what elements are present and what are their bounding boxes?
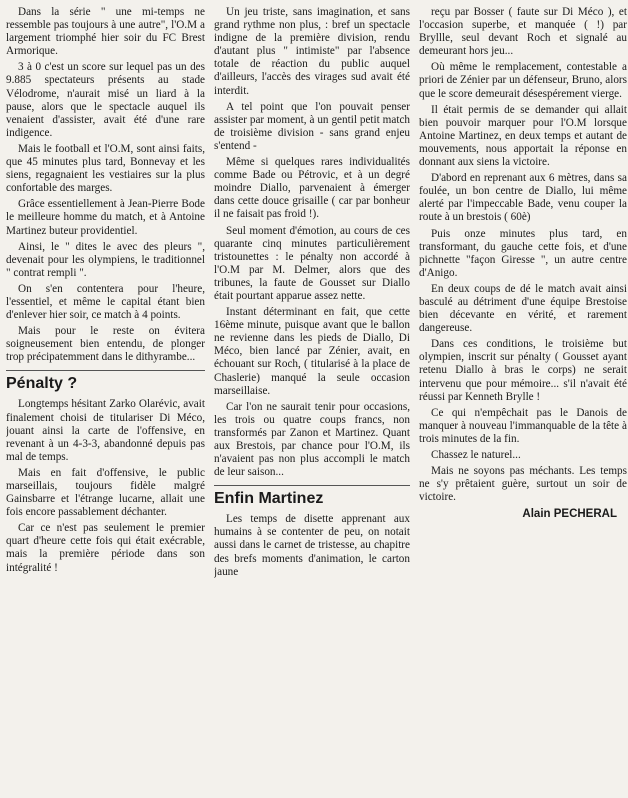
column-2	[214, 6, 410, 794]
paragraph: Les temps de disette apprenant aux humains à se contenter de peu, on notait aussi dans le carnet de tristesse, au chapitre des brefs moments d'animation, le carton jaune	[214, 513, 410, 578]
column-1	[6, 6, 205, 794]
column-3	[419, 6, 627, 794]
paragraph: D'abord en reprenant aux 6 mètres, dans sa foulée, un bon centre de Diallo, lui même alerté par l'impeccable Bade, venu couper la route à un brestois ( 60è)	[419, 172, 627, 224]
paragraph: Longtemps hésitant Zarko Olarévic, avait finalement choisi de titulariser Di Méco, jouant ainsi la carte de l'offensive, en revenant à un 4-3-3, abandonné depuis pas mal de temps.	[6, 398, 205, 463]
article-columns	[6, 6, 627, 794]
author-signature: Alain PECHERAL	[522, 508, 617, 521]
paragraph: A tel point que l'on pouvait penser assister par moment, à un gentil petit match de troisième division - sans grand enjeu s'entend -	[214, 100, 410, 152]
paragraph: 3 à 0 c'est un score sur lequel pas un des 9.885 spectateurs présents au stade Vélodrome, n'aurait misé un liard à la pause, alors que le spectacle auquel ils venaient d'assister, avait été d'une rare indigence.	[6, 61, 205, 139]
paragraph: Grâce essentiellement à Jean-Pierre Bode le meilleure homme du match, et à Antoine Martinez buteur providentiel.	[6, 198, 205, 237]
paragraph: Mais le football et l'O.M, sont ainsi faits, que 45 minutes plus tard, Bonnevay et les siens, regagnaient les vestiaires sur la plus confortable des marges.	[6, 142, 205, 195]
paragraph: Ce qui n'empêchait pas le Danois de manquer à nouveau l'immanquable de la tête à trois minutes de la fin.	[419, 406, 627, 445]
paragraph: Seul moment d'émotion, au cours de ces quarante cinq minutes particulièrement tristounettes : le pénalty non accordé à l'O.M par M. Delmer, alors que des tribunes, la faute de Gousset sur Diallo était pourtant apparue assez nette.	[214, 224, 410, 302]
paragraph: Chassez le naturel...	[431, 449, 521, 461]
paragraph: Mais en fait d'offensive, le public marseillais, toujours fidèle malgré Gainsbarre et l'étrange lucarne, allait une fois encore passablement déchanter.	[6, 466, 205, 519]
paragraph: Même si quelques rares individualités comme Bade ou Pétrovic, et à un degré moindre Diallo, parvenaient à émerger dans cette douce grisaille ( car par bonheur il ne faisait pas froid !).	[214, 156, 410, 221]
paragraph: En deux coups de dé le match avait ainsi basculé au détriment d'une équipe Brestoise bien décevante en vérité, et rarement dangereuse.	[419, 282, 627, 335]
paragraph: reçu par Bosser ( faute sur Di Méco ), et l'occasion superbe, et manquée ( !) par Bryllle, seul devant Roch et signalé au demeurant hors jeu...	[419, 6, 627, 58]
paragraph: Car ce n'est pas seulement le premier quart d'heure cette fois qui était exécrable, mais la première période dans son intégralité !	[6, 522, 205, 574]
paragraph: Ainsi, le " dites le avec des pleurs ", devenait pour les olympiens, le traditionnel " contrat rempli ".	[6, 240, 205, 279]
paragraph: Un jeu triste, sans imagination, et sans grand rythme non plus, : bref un spectacle indigne de la première division, rendu d'autant plus " intimiste" par l'absence totale de réaction du public auquel d'ailleurs, l'accès des virages sud avait été interdit.	[214, 6, 410, 97]
subheading-penalty: Pénalty ?	[6, 370, 205, 393]
paragraph: Dans la série " une mi-temps ne ressemble pas toujours à une autre", l'O.M a largement triomphé hier soir du FC Brest Armorique.	[6, 6, 205, 58]
paragraph: Mais pour le reste on évitera soigneusement bien entendu, de plonger trop précipatemment dans le dithyrambe...	[6, 325, 205, 364]
paragraph: Instant déterminant en fait, que cette 16ème minute, puisque avant que le ballon ne revienne dans les pieds de Diallo, Di Méco, bien lancé par Zénier, avait, en échouant sur Roch, ( titularisé à la place de Chaslerie) manqué la seule occasion marseillaise.	[214, 306, 410, 397]
paragraph: Mais ne soyons pas méchants. Les temps ne s'y prêtaient guère, surtout un soir de victoire.	[419, 465, 627, 504]
paragraph: On s'en contentera pour l'heure, l'essentiel, et même le capital étant bien d'enlever hier soir, ce match à 4 points.	[6, 282, 205, 322]
paragraph: Car l'on ne saurait tenir pour occasions, les trois ou quatre coups francs, non transformés par Zanon et Martinez. Quant aux Brestois, par chance pour l'O.M, ils n'avaient pas non plus accompli le match de leur saison...	[214, 400, 410, 479]
subheading-enfin-martinez: Enfin Martinez	[214, 485, 410, 508]
paragraph: Où même le remplacement, contestable a priori de Zénier par un défenseur, Bruno, alors que le score demeurait désespérement vierge.	[419, 61, 627, 100]
paragraph: Dans ces conditions, le troisième but olympien, inscrit sur pénalty ( Gousset ayant retenu Diallo à bras le corps) ne serait intervenu que pour mémoire... s'il n'avait été réussi par Kenneth Brylle !	[419, 338, 627, 403]
paragraph: Il était permis de se demander qui allait bien pouvoir marquer pour l'O.M lorsque Antoine Martinez, en deux temps et autant de mouvements, nous apportait la réponse en donnant aux siens la victoire.	[419, 103, 627, 169]
paragraph: Puis onze minutes plus tard, en transformant, du gauche cette fois, et d'une pichnette "façon Giresse ", un autre centre d'Anigo.	[419, 227, 627, 279]
